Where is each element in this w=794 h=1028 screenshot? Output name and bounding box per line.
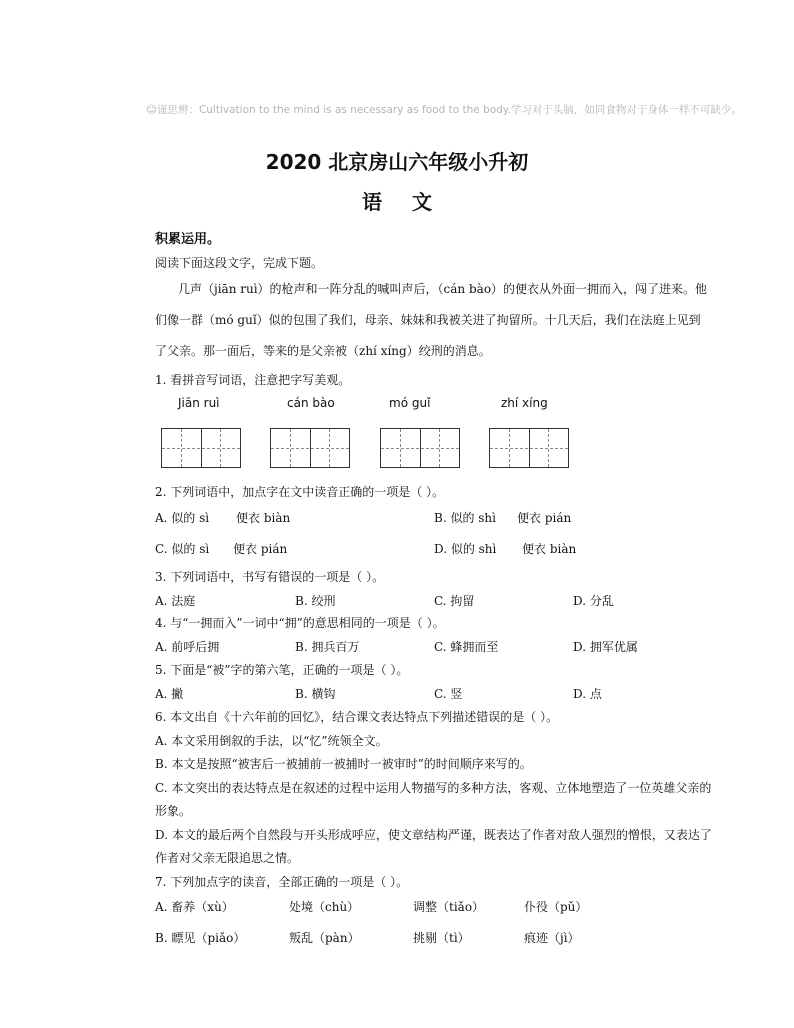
q6-option-c-line-1: C. 本文突出的表达特点是在叙述的过程中运用人物描写的多种方法，客观、立体地塑造了一位英雄父亲的 [155,781,712,795]
writing-grid-2[interactable] [270,428,350,468]
q7-option-a-4: 仆役（pǔ） [524,900,588,914]
q7-option-b-3: 挑剔（tì） [413,931,470,945]
q7-option-a-2: 处境（chù） [289,900,360,914]
q3-option-b: B. 绞刑 [295,594,336,608]
q6-option-d-line-1: D. 本文的最后两个自然段与开头形成呼应，使文章结构严谨，既表达了作者对敌人强烈的憎恨，又表达了 [155,828,712,842]
q5-option-c: C. 竖 [434,687,463,701]
q7-text: 7. 下列加点字的读音，全部正确的一项是（ ）。 [155,875,409,889]
q2-option-d-1: D. 似的 shì [434,542,497,556]
q3-option-c: C. 拘留 [434,594,475,608]
q2-text: 2. 下列词语中，加点字在文中读音正确的一项是（ ）。 [155,485,445,499]
q2-option-c-2: 便衣 pián [233,542,288,556]
q2-option-c-1: C. 似的 sì [155,542,210,556]
q7-option-b-1: B. 瞟见（piǎo） [155,931,246,945]
q1-pinyin-2: cán bào [287,396,335,410]
q7-option-b-4: 痕迹（jì） [524,931,580,945]
q4-option-a: A. 前呼后拥 [155,640,220,654]
q4-text: 4. 与“一拥而入”一词中“拥”的意思相同的一项是（ ）。 [155,616,445,630]
q5-text: 5. 下面是“被”字的第六笔，正确的一项是（ ）。 [155,663,409,677]
q3-option-a: A. 法庭 [155,594,196,608]
passage-line-3: 了父亲。那一面后，等来的是父亲被（zhí xíng）绞刑的消息。 [155,344,491,358]
subject-title: 语文 [362,190,462,214]
q2-option-a-2: 便衣 biàn [236,511,291,525]
q7-option-a-1: A. 畜养（xù） [155,900,234,914]
q2-option-b-2: 便衣 pián [517,511,572,525]
writing-grid-4[interactable] [489,428,569,468]
q6-option-a: A. 本文采用倒叙的手法，以“忆”统领全文。 [155,734,388,748]
q1-pinyin-1: Jiān ruì [178,396,220,410]
q2-option-d-2: 便衣 biàn [522,542,577,556]
q7-option-b-2: 叛乱（pàn） [289,931,360,945]
q3-text: 3. 下列词语中，书写有错误的一项是（ ）。 [155,570,385,584]
q1-text: 1. 看拼音写词语，注意把字写美观。 [155,373,351,387]
writing-grid-3[interactable] [380,428,460,468]
page-title: 2020 北京房山六年级小升初 [265,150,529,174]
passage-line-1: 几声（jiān ruì）的枪声和一阵分乱的喊叫声后，（cán bào）的便衣从外面一拥而入，闯了进来。他 [178,282,708,296]
q4-option-c: C. 蜂拥而至 [434,640,499,654]
header-note: ☺谨思辨：Cultivation to the mind is as necessary as food to the body.学习对于头脑，如同食物对于身体一样不可缺少。 [146,104,742,116]
q6-text: 6. 本文出自《十六年前的回忆》，结合课文表达特点下列描述错误的是（ ）。 [155,710,559,724]
writing-grid-1[interactable] [161,428,241,468]
q5-option-a: A. 撇 [155,687,184,701]
q2-option-b-1: B. 似的 shì [434,511,496,525]
q4-option-b: B. 拥兵百万 [295,640,360,654]
passage-line-2: 们像一群（mó guǐ）似的包围了我们，母亲、妹妹和我被关进了拘留所。十几天后，我们在法庭上见到 [155,313,701,327]
q6-option-c-line-2: 形象。 [155,804,192,818]
q3-option-d: D. 分乱 [573,594,614,608]
q1-pinyin-4: zhí xíng [501,396,548,410]
q7-option-a-3: 调整（tiǎo） [413,900,485,914]
q5-option-d: D. 点 [573,687,602,701]
q6-option-d-line-2: 作者对父亲无限追思之情。 [155,851,300,865]
q1-pinyin-3: mó guǐ [389,396,431,410]
q5-option-b: B. 横钩 [295,687,336,701]
q6-option-b: B. 本文是按照“被害后一被捕前一被捕时一被审时”的时间顺序来写的。 [155,757,532,771]
intro-text: 阅读下面这段文字，完成下题。 [155,256,324,270]
q4-option-d: D. 拥军优属 [573,640,638,654]
q2-option-a-1: A. 似的 sì [155,511,210,525]
section-heading: 积累运用。 [155,232,221,247]
